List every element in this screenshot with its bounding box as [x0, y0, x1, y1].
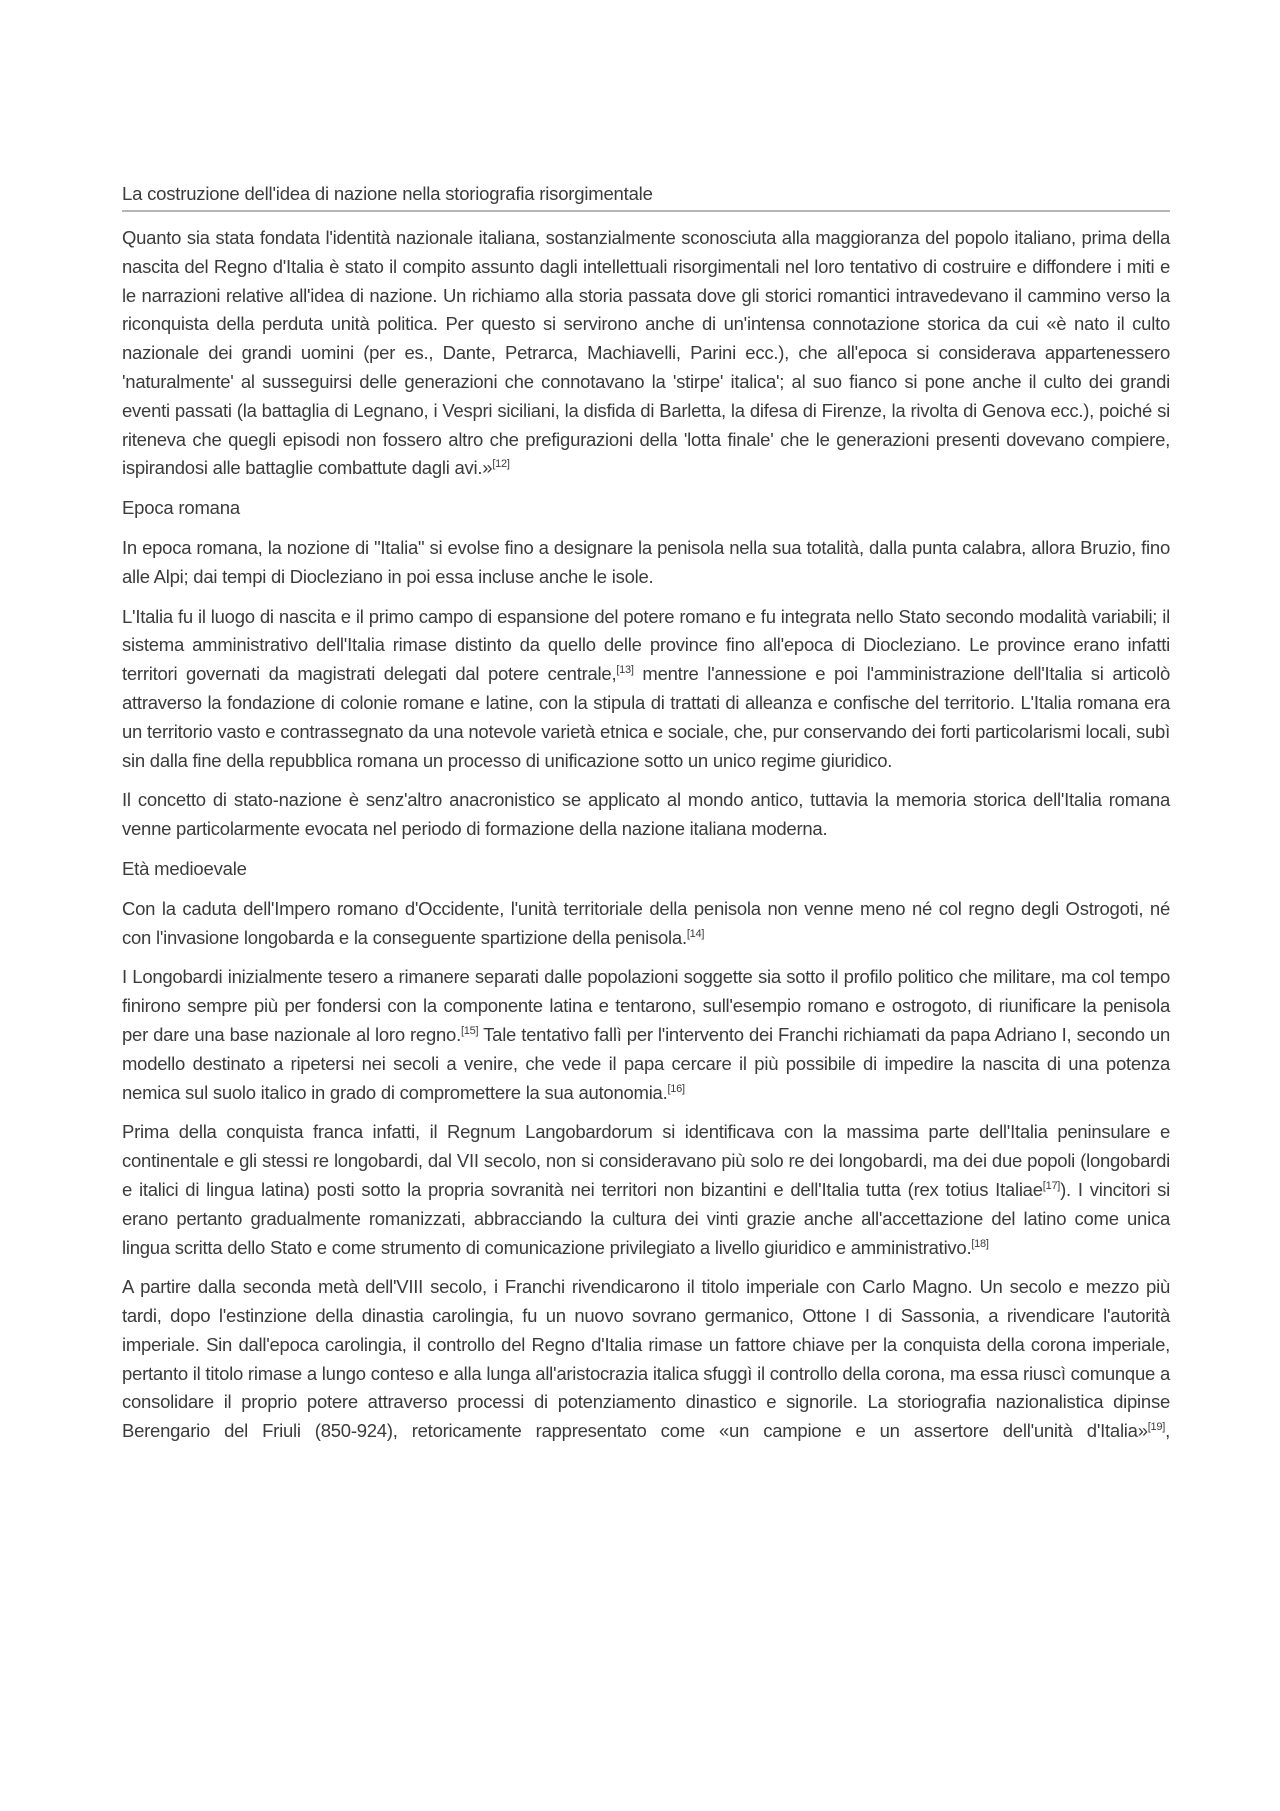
paragraph-text: , — [1165, 1420, 1170, 1442]
footnote-reference-link[interactable]: [12] — [492, 458, 510, 471]
footnote-reference-link[interactable]: [13] — [616, 664, 634, 677]
paragraph-text: In epoca romana, la nozione di "Italia" si evolse fino a designare la penisola nella sua totalità, dalla punta calabra, allora Bruzio, fino alle Alpi; dai tempi di Diocleziano in poi essa incluse anche le isole. — [122, 536, 1170, 587]
paragraph-text: Quanto sia stata fondata l'identità nazionale italiana, sostanzialmente sconosciuta alla maggioranza del popolo italiano, prima della nascita del Regno d'Italia è stato il compito assunto dagli intellettuali risorgimentali nel loro tentativo di costruire e diffondere i miti e le narrazioni relative all'idea di nazione. Un richiamo alla storia passata dove gli storici romantici intravedevano il cammino verso la riconquista della perduta unità politica. Per questo si servirono anche di un'intensa connotazione storica da cui «è nato il culto nazionale dei grandi uomini (per es., Dante, Petrarca, Machiavelli, Parini ecc.), che all'epoca si considerava appartenessero 'naturalmente' al susseguirsi delle generazioni che connotavano la 'stirpe' italica'; al suo fianco si pone anche il culto dei grandi eventi passati (la battaglia di Legnano, i Vespri siciliani, la disfida di Barletta, la difesa di Firenze, la rivolta di Genova ecc.), poiché si riteneva che quegli episodi non fossero altro che prefigurazioni della 'lotta finale' che le generazioni presenti dovevano compiere, ispirandosi alle battaglie combattute dagli avi.» — [122, 227, 1170, 479]
paragraph-text: Con la caduta dell'Impero romano d'Occidente, l'unità territoriale della penisola non venne meno né col regno degli Ostrogoti, né con l'invasione longobarda e la conseguente spartizione della penisola. — [122, 897, 1170, 948]
paragraph — [122, 603, 1170, 776]
paragraph — [122, 224, 1170, 483]
subsection-heading: Età medioevale — [122, 857, 247, 879]
paragraph — [122, 786, 1170, 844]
footnote-reference-link[interactable]: [17] — [1042, 1179, 1061, 1192]
document-page — [122, 180, 1170, 1457]
footnote-reference-link[interactable]: [14] — [686, 927, 705, 940]
section-title: La costruzione dell'idea di nazione nella storiografia risorgimentale — [122, 180, 1170, 212]
paragraph-text: L'Italia fu il luogo di nascita e il primo campo di espansione del potere romano e fu integrata nello Stato secondo modalità variabili; il sistema amministrativo dell'Italia rimase distinto da quello delle province fino all'epoca di Diocleziano. Le province erano infatti territori governati da magistrati delegati dal potere centrale, — [122, 605, 1170, 685]
paragraph — [122, 895, 1170, 953]
paragraph — [122, 963, 1170, 1107]
paragraph — [122, 534, 1170, 592]
paragraph-text: I Longobardi inizialmente tesero a rimanere separati dalle popolazioni soggette sia sotto il profilo politico che militare, ma col tempo finirono sempre più per fondersi con la componente latina e tentarono, sull'esempio romano e ostrogoto, di riunificare la penisola per dare una base nazionale al loro regno. — [122, 966, 1170, 1045]
footnote-reference-link[interactable]: [18] — [971, 1237, 989, 1250]
paragraph-text: ). I vincitori si erano pertanto gradualmente romanizzati, abbracciando la cultura dei vinti grazie anche all'accettazione del latino come unica lingua scritta dello Stato e come strumento di comunicazione privilegiato a livello giuridico e amministrativo. — [122, 1178, 1170, 1258]
footnote-reference-link[interactable]: [16] — [667, 1082, 685, 1095]
footnote-reference-link[interactable]: [15] — [460, 1024, 479, 1037]
paragraph — [122, 1273, 1170, 1446]
document-body — [122, 224, 1170, 1446]
paragraph-text: Tale tentativo fallì per l'intervento dei Franchi richiamati da papa Adriano I, secondo un modello destinato a ripetersi nei secoli a venire, che vede il papa cercare il più possibile di impedire la nascita di una potenza nemica sul suolo italico in grado di compromettere la sua autonomia. — [122, 1023, 1170, 1103]
paragraph — [122, 1118, 1170, 1262]
subsection-heading: Epoca romana — [122, 497, 240, 519]
paragraph-text: Prima della conquista franca infatti, il Regnum Langobardorum si identificava con la massima parte dell'Italia peninsulare e continentale e gli stessi re longobardi, dal VII secolo, non si consideravano più solo re dei longobardi, ma dei due popoli (longobardi e italici di lingua latina) posti sotto la propria sovranità nei territori non bizantini e dell'Italia tutta (rex totius Italiae — [122, 1121, 1170, 1200]
paragraph-text: mentre l'annessione e poi l'amministrazione dell'Italia si articolò attraverso la fondazione di colonie romane e latine, con la stipula di trattati di alleanza e confische del territorio. L'Italia romana era un territorio vasto e contrassegnato da una notevole varietà etnica e sociale, che, pur conservando dei forti particolarismi locali, subì sin dalla fine della repubblica romana un processo di unificazione sotto un unico regime giuridico. — [122, 663, 1171, 771]
footnote-reference-link[interactable]: [19] — [1147, 1421, 1166, 1434]
paragraph-text: Il concetto di stato-nazione è senz'altro anacronistico se applicato al mondo antico, tuttavia la memoria storica dell'Italia romana venne particolarmente evocata nel periodo di formazione della nazione italiana moderna. — [122, 789, 1170, 840]
paragraph-text: A partire dalla seconda metà dell'VIII secolo, i Franchi rivendicarono il titolo imperiale con Carlo Magno. Un secolo e mezzo più tardi, dopo l'estinzione della dinastia carolingia, fu un nuovo sovrano germanico, Ottone I di Sassonia, a rivendicare l'autorità imperiale. Sin dall'epoca carolingia, il controllo del Regno d'Italia rimase un fattore chiave per la conquista della corona imperiale, pertanto il titolo rimase a lungo conteso e alla lunga all'aristocrazia italica sfuggì il controllo della corona, ma essa riuscì comunque a consolidare il proprio potere attraverso processi di potenziamento dinastico e signorile. La storiografia nazionalistica dipinse Berengario del Friuli (850-924), retoricamente rappresentato come «un campione e un assertore dell'unità d'Italia» — [122, 1276, 1170, 1442]
